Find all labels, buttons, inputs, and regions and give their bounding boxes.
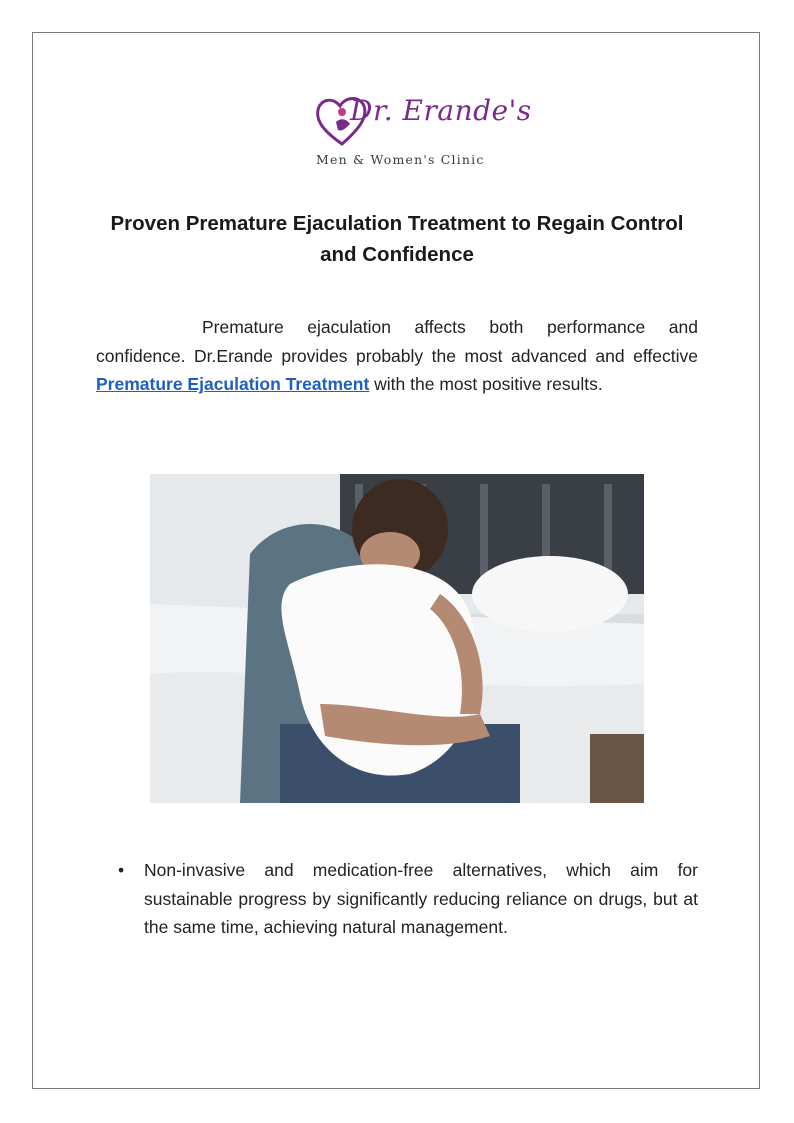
treatment-link[interactable]: Premature Ejaculation Treatment [96,374,370,394]
intro-paragraph [96,313,698,399]
benefits-list [96,856,698,942]
intro-text-after: with the most positive results. [369,374,603,394]
list-item [96,856,698,942]
logo-script-text: Dr. Erande's [350,94,532,127]
clinic-logo[interactable] [312,92,532,172]
logo-subtitle: Men & Women's Clinic [316,152,485,167]
bullet-icon: • [118,860,125,880]
bullet-text: Non-invasive and medication-free alternatives, which aim for sustainable progress by significantly reducing reliance on drugs, but at the same time, achieving natural management. [144,860,698,937]
intro-text-before: Premature ejaculation affects both performance and confidence. Dr.Erande provides probably the most advanced and effective [96,317,698,366]
man-hugging-pillow-photo [150,474,644,803]
page-title: Proven Premature Ejaculation Treatment to Regain Control and Confidence [110,212,684,266]
